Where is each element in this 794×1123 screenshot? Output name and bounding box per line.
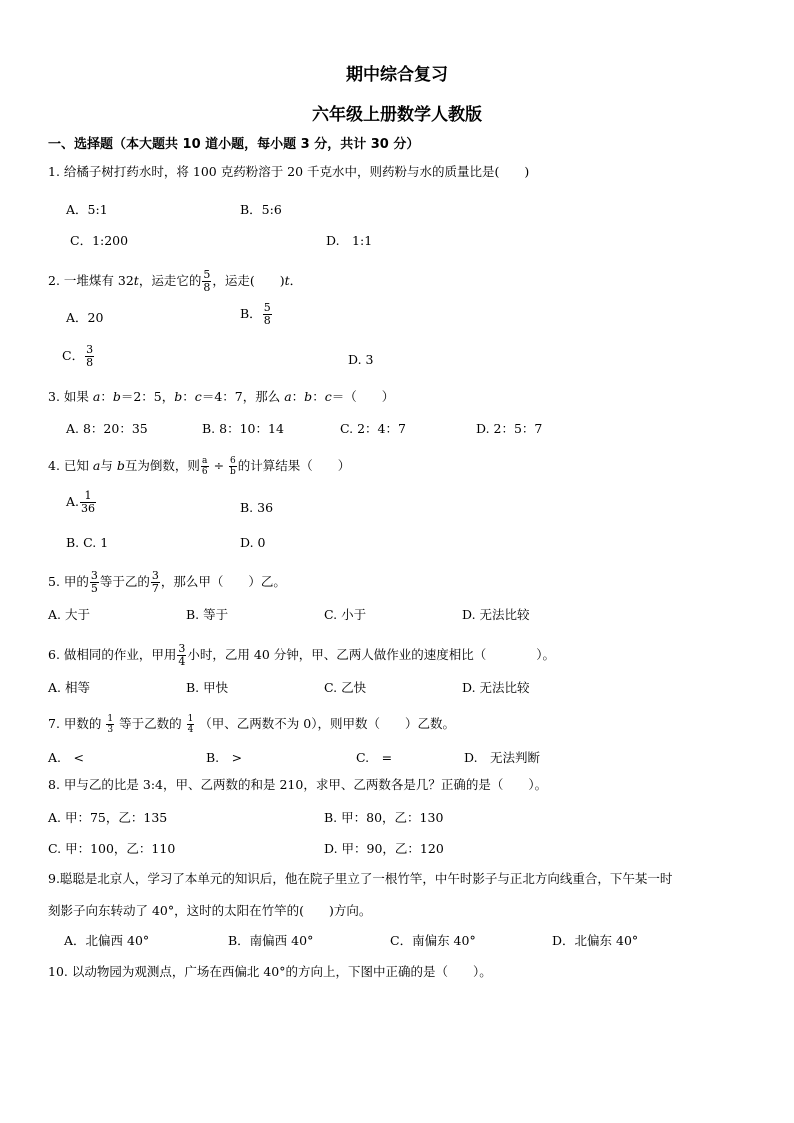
q1-option-a: A．5:1 [66,202,108,217]
q2-option-c-fraction [85,344,94,369]
q8-option-c: C. 甲：100，乙：110 [48,841,176,856]
q3-option-a: A. 8：20：35 [66,421,148,436]
q7-option-b: B. > [206,750,243,765]
q5-option-a: A. 大于 [48,607,90,622]
q2-option-d: D. 3 [348,352,374,367]
q3-option-d: D. 2：5：7 [476,421,543,436]
q2-fraction [202,269,211,294]
q8-option-d: D. 甲：90，乙：120 [324,841,444,856]
variable-a: a [92,389,101,404]
fraction-numerator: 3 [151,569,159,582]
q1-option-b: B．5:6 [240,202,282,217]
q3-text: ＝（ ） [331,389,395,404]
fraction-denominator: 8 [263,314,271,327]
question-1-stem: 1. 给橘子树打药水时，将 100 克药粉溶于 20 千克水中，则药粉与水的质量比是( ) [48,164,530,179]
fraction-denominator: b [230,467,236,477]
page-title: 期中综合复习 [346,65,448,85]
fraction-numerator: 1 [187,714,194,724]
q4-option-d: D. 0 [240,535,266,550]
q3-text: ＝2：5， [120,389,175,404]
divide-sign: ÷ [213,458,225,473]
option-label: A. [66,494,80,509]
question-7-stem [48,714,455,735]
variable-b: b [112,389,121,404]
variable-c: c [194,389,202,404]
q3-text: 3. 如果 [48,389,93,404]
q6-option-d: D. 无法比较 [462,680,530,695]
q4-text: 的计算结果（ ） [237,458,351,473]
fraction-denominator: 8 [86,356,94,369]
question-5-stem [48,570,286,595]
question-4-stem [48,456,350,477]
fraction-numerator: 3 [86,343,94,356]
variable-a: a [284,389,292,404]
q3-text: ： [312,389,325,404]
q5-fraction-3-5 [90,570,99,595]
q6-option-c: C. 乙快 [324,680,367,695]
q2-unit: t [133,273,139,288]
q4-fraction-a-over-6 [201,456,209,477]
q1-option-c: C．1:200 [70,233,129,248]
q3-text: ： [100,389,113,404]
fraction-numerator: 5 [203,268,211,281]
q8-option-a: A. 甲：75，乙：135 [48,810,168,825]
fraction-denominator: 36 [81,502,96,515]
question-3-stem [48,389,394,405]
q8-option-b: B. 甲：80，乙：130 [324,810,444,825]
q3-text: ： [182,389,195,404]
q7-text: 等于乙数的 [115,716,186,731]
q9-option-c: C．南偏东 40° [390,933,476,948]
q7-option-c: C. = [356,750,393,765]
q5-option-d: D. 无法比较 [462,607,530,622]
q7-text: （甲、乙两数不为 0），则甲数（ ）乙数。 [195,716,455,731]
q2-unit: t [284,273,290,288]
q3-option-b: B. 8：10：14 [202,421,284,436]
q5-text: 等于乙的 [99,574,150,589]
fraction-denominator: 4 [187,725,194,735]
q6-fraction-3-4 [177,643,186,668]
q5-text: ，那么甲（ ）乙。 [160,574,286,589]
fraction-denominator: 5 [90,582,98,595]
q4-option-a [66,490,97,515]
q6-option-a: A. 相等 [48,680,90,695]
fraction-numerator: 1 [84,489,92,502]
fraction-numerator: 3 [90,569,98,582]
fraction-denominator: 8 [203,281,211,294]
question-9-stem-line2: 刻影子向东转动了 40°，这时的太阳在竹竿的( )方向。 [48,903,372,918]
q4-text: 互为倒数，则 [124,458,200,473]
fraction-numerator: a [202,456,208,466]
q5-text: 5. 甲的 [48,574,89,589]
question-9-stem-line1: 9.聪聪是北京人，学习了本单元的知识后，他在院子里立了一根竹竿，中午时影子与正北方向线重合，下午某一时 [48,871,673,886]
fraction-denominator: 6 [201,467,208,477]
q4-text: 4. 已知 [48,458,93,473]
q9-option-d: D．北偏东 40° [552,933,639,948]
variable-a: a [92,458,101,473]
question-10-stem: 10. 以动物园为观测点，广场在西偏北 40°的方向上，下图中正确的是（ ）。 [48,964,492,979]
q4-option-c: B. C. 1 [66,535,109,550]
fraction-numerator: 5 [263,301,271,314]
page-subtitle: 六年级上册数学人教版 [312,105,482,125]
q7-fraction-1-3 [106,714,114,735]
q7-option-d: D. 无法判断 [464,750,541,765]
option-label: C． [62,348,85,363]
q2-text: ，运走( ) [212,273,285,288]
q7-text: 7. 甲数的 [48,716,106,731]
q4-text: 与 [100,458,117,473]
fraction-denominator: 4 [178,655,186,668]
q4-fraction-6-over-b [229,456,237,477]
fraction-numerator: 3 [178,642,186,655]
q2-option-c [62,344,95,369]
q3-text: ： [291,389,305,404]
question-8-stem: 8. 甲与乙的比是 3:4，甲、乙两数的和是 210，求甲、乙两数各是几？正确的是（ ）。 [48,777,548,792]
q3-text: ＝4：7，那么 [201,389,285,404]
option-label: B． [240,306,262,321]
question-2-stem [48,269,302,294]
q9-option-a: A．北偏西 40° [64,933,150,948]
variable-b: b [304,389,313,404]
q6-option-b: B. 甲快 [186,680,229,695]
q2-option-b [240,302,273,327]
variable-c: c [324,389,332,404]
q7-fraction-1-4 [187,714,195,735]
fraction-denominator: 7 [151,582,159,595]
q5-option-c: C. 小于 [324,607,367,622]
q2-text: ，运走它的 [138,273,202,288]
variable-b: b [174,389,183,404]
q5-option-b: B. 等于 [186,607,229,622]
question-6-stem [48,643,555,668]
q3-option-c: C. 2：4：7 [340,421,406,436]
q1-option-d: D. 1:1 [326,233,373,248]
q6-text: 小时，乙用 40 分钟，甲、乙两人做作业的速度相比（ ）。 [187,647,556,662]
q4-option-a-fraction [80,490,96,515]
section-heading: 一、选择题（本大题共 10 道小题，每小题 3 分，共计 30 分） [48,137,420,152]
q9-option-b: B．南偏西 40° [228,933,314,948]
q2-option-a: A．20 [66,310,104,325]
q5-fraction-3-7 [151,570,160,595]
fraction-numerator: 1 [107,714,114,724]
q7-option-a: A. < [48,750,84,765]
variable-b: b [116,458,125,473]
q2-text: ． [289,273,303,288]
q6-text: 6. 做相同的作业，甲用 [48,647,177,662]
q4-option-b: B. 36 [240,500,274,515]
q2-option-b-fraction [263,302,272,327]
fraction-denominator: 3 [107,725,114,735]
fraction-numerator: 6 [230,456,236,466]
q2-text: 2. 一堆煤有 32 [48,273,134,288]
